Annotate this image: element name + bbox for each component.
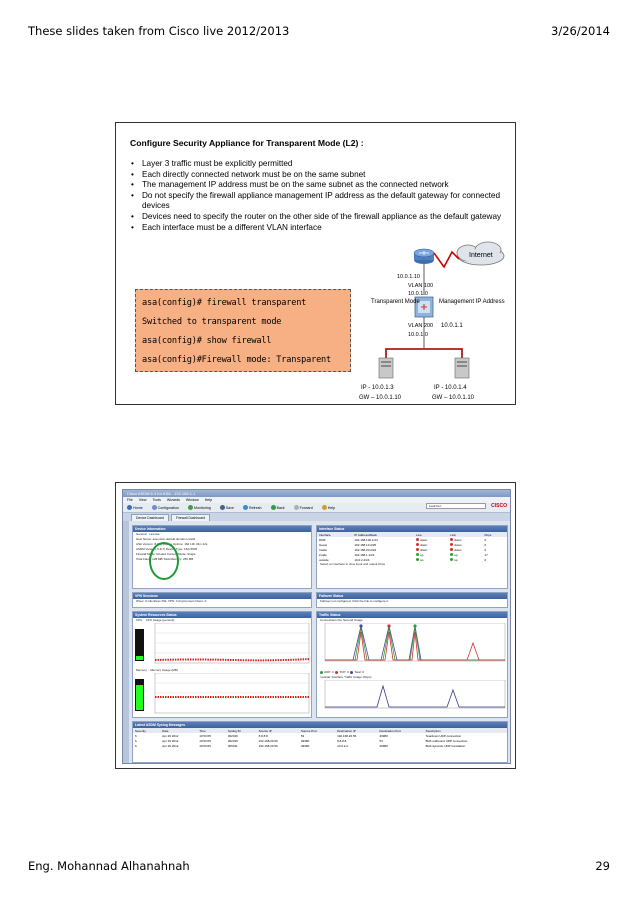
column-header: Line <box>414 532 448 537</box>
cli-line: asa(config)#Firewall mode: Transparent <box>142 355 332 365</box>
panel-title: Device Information <box>133 526 311 532</box>
memory-usage-label: Memory Usage (MB) <box>150 668 178 672</box>
column-header: Kbps <box>483 532 507 537</box>
panel-title: Failover Status <box>317 593 507 599</box>
menu-view[interactable]: View <box>138 498 147 502</box>
line-value: down <box>420 537 428 542</box>
interface-cell: DMZ <box>319 537 326 542</box>
description-cell: Built outbound UDP connection <box>425 738 468 743</box>
vlan200-net: 10.0.1.0 <box>408 332 428 338</box>
column-header: Time <box>197 728 226 733</box>
bullet-item: • Do not specify the firewall appliance management IP address as the default gateway for connected devices <box>130 191 515 212</box>
host-right-ip: IP - 10.0.1.4 <box>434 385 467 391</box>
link-value: up <box>454 557 458 562</box>
interface-footer: Select an interface to view input and output Kbps <box>320 562 386 566</box>
asdm-window <box>122 489 511 764</box>
configuration-button[interactable] <box>152 503 179 513</box>
configuration-icon <box>152 505 157 510</box>
destination-ip-cell: 10.0.2.2 <box>337 743 348 748</box>
page-footer-author: Eng. Mohannad Alhanahnah <box>28 859 190 873</box>
failover-row: Failover not configured. Click the link to configure it. <box>320 599 389 603</box>
menu-wizards[interactable]: Wizards <box>166 498 180 502</box>
interface-cell: Inside <box>319 547 328 552</box>
back-icon <box>271 505 276 510</box>
home-label: Home <box>133 505 143 510</box>
cpu-usage-label: CPU Usage (percent) <box>145 618 175 622</box>
syslog-table <box>133 728 507 748</box>
page-header-title: These slides taken from Cisco live 2012/2013 <box>28 24 290 38</box>
interface-table <box>317 532 507 562</box>
ip-cell: 192.168.1.1/24 <box>354 552 375 557</box>
status-up-icon <box>416 558 419 561</box>
link-value: down <box>454 537 462 542</box>
host-left-ip: IP - 10.0.1.3 <box>361 385 394 391</box>
menu-file[interactable]: File <box>127 498 133 502</box>
traffic-status-panel <box>316 611 508 718</box>
severity-cell: 6 <box>135 738 137 743</box>
failover-status-panel <box>316 592 508 608</box>
syslog-id-cell: 305011 <box>227 743 238 748</box>
vlan100-net: 10.0.1.0 <box>408 291 428 297</box>
device-info-row: Host Name: asa.cisco.default.domain.invalid <box>136 537 196 541</box>
transparent-mode-label: Transparent Mode <box>371 299 420 305</box>
bullet-item: • Layer 3 traffic must be explicitly permitted <box>130 159 515 170</box>
severity-cell: 6 <box>135 743 137 748</box>
cli-line: asa(config)# firewall transparent <box>142 298 307 308</box>
ip-cell: 192.168.10.2/25 <box>354 542 377 547</box>
legend-udp: UDP: 0 <box>324 670 334 674</box>
panel-title: Latest ASDM Syslog Messages <box>133 722 507 728</box>
legend-tcp-icon <box>335 671 338 674</box>
device-info-row: Firewall Mode: Routed Context Mode: Single <box>136 552 196 556</box>
vpn-sessions-panel <box>132 592 312 608</box>
kbps-cell: 0 <box>484 547 487 552</box>
column-header: Date <box>160 728 197 733</box>
link-value: down <box>454 547 462 552</box>
legend-udp-icon <box>320 671 323 674</box>
line-value: down <box>420 542 428 547</box>
kbps-cell: 0 <box>484 557 487 562</box>
help-button[interactable] <box>322 503 335 513</box>
date-cell: Apr 29 2012 <box>162 743 179 748</box>
help-icon <box>322 505 327 510</box>
status-down-icon <box>416 543 419 546</box>
management-ip-label: Management IP Address <box>439 299 505 305</box>
host-left-gw: GW – 10.0.1.10 <box>359 395 402 401</box>
slide-asdm-screenshot <box>115 482 516 769</box>
refresh-icon <box>243 505 248 510</box>
interface-traffic-chart <box>317 680 507 710</box>
status-down-icon <box>416 548 419 551</box>
panel-title: Interface Status <box>317 526 507 532</box>
back-label: Back <box>276 505 285 510</box>
description-cell: Built dynamic UDP translation <box>425 743 466 748</box>
column-header: Description <box>424 728 507 733</box>
time-cell: 10:53:05 <box>199 738 211 743</box>
network-diagram <box>116 123 516 405</box>
device-information-panel <box>132 525 312 589</box>
destination-port-cell: 49980 <box>379 743 388 748</box>
cpu-gauge-fill <box>136 656 143 660</box>
chart-point <box>387 624 390 627</box>
back-button[interactable] <box>271 503 285 513</box>
page-header-date: 3/26/2014 <box>551 24 610 38</box>
legend-tcp: TCP: 0 <box>339 670 349 674</box>
refresh-label: Refresh <box>248 505 262 510</box>
memory-gauge-fill <box>136 685 143 710</box>
device-info-row: Total Flash: 128 MB Total Memory: 256 MB <box>136 557 194 561</box>
interface-traffic-label: 'outside' Interface Traffic Usage (Kbps) <box>320 675 372 679</box>
source-ip-cell: 192.168.20.56 <box>258 743 278 748</box>
interface-cell: outside <box>319 557 329 562</box>
status-down-icon <box>450 543 453 546</box>
interface-cell: Guest <box>319 542 328 547</box>
home-icon <box>127 505 132 510</box>
tab-license[interactable]: License <box>149 532 160 536</box>
column-header: Destination IP <box>335 728 377 733</box>
vpn-sessions-row: IPsec: 0 Clientless SSL VPN: 0 AnyConnect Client: 0 <box>136 599 207 603</box>
kbps-cell: 0 <box>484 542 487 547</box>
save-button[interactable] <box>220 503 234 513</box>
internet-label: Internet <box>469 252 493 259</box>
slide-title: Configure Security Appliance for Transparent Mode (L2) : <box>130 138 364 148</box>
monitoring-button[interactable] <box>188 503 211 513</box>
interface-cell: inside <box>319 552 327 557</box>
bullet-item: • The management IP address must be on the same subnet as the connected network <box>130 180 515 191</box>
bullet-item: • Devices need to specify the router on the other side of the firewall appliance as the default gateway <box>130 212 515 223</box>
tab-device-dashboard[interactable]: Device Dashboard <box>131 514 169 521</box>
bullet-item: • Each interface must be a different VLAN interface <box>130 223 515 234</box>
connections-chart <box>317 623 507 669</box>
host-right-gw: GW – 10.0.1.10 <box>432 395 475 401</box>
panel-title: VPN Sessions <box>133 593 311 599</box>
forward-label: Forward <box>299 505 313 510</box>
dashboard-tabs <box>123 513 510 521</box>
source-ip-cell: 8.8.8.8 <box>258 733 268 738</box>
description-cell: Teardown UDP connection <box>425 733 462 738</box>
lan-segment <box>386 349 462 377</box>
server-icon <box>455 358 469 378</box>
legend-total: Total: 0 <box>354 670 365 674</box>
syslog-panel <box>132 721 508 763</box>
legend-total-icon <box>350 671 353 674</box>
panel-title: Traffic Status <box>317 612 507 618</box>
monitoring-icon <box>188 505 193 510</box>
interface-status-panel <box>316 525 508 589</box>
column-header: Link <box>448 532 482 537</box>
vlan200-label: VLAN 200 <box>408 323 434 329</box>
memory-usage-chart <box>133 673 311 717</box>
save-label: Save <box>225 505 234 510</box>
status-down-icon <box>450 548 453 551</box>
menu-tools[interactable]: Tools <box>152 498 161 502</box>
server-icon <box>379 358 393 378</box>
link-value: up <box>454 552 458 557</box>
menu-window[interactable]: Window <box>185 498 199 502</box>
management-ip: 10.0.1.1 <box>441 323 463 329</box>
source-port-cell: 49980 <box>300 738 310 743</box>
destination-ip-cell: 192.168.20.56 <box>337 733 357 738</box>
cli-line: Switched to transparent mode <box>142 317 282 327</box>
kbps-cell: 17 <box>484 552 488 557</box>
forward-button[interactable] <box>294 503 313 513</box>
table-row[interactable] <box>133 743 507 748</box>
help-label: Help <box>327 505 336 510</box>
status-up-icon <box>450 558 453 561</box>
bullet-item: • Each directly connected network must be on the same subnet <box>130 170 515 181</box>
system-resources-panel <box>132 611 312 718</box>
interface-traffic-plot-area <box>325 680 505 708</box>
destination-port-cell: 53 <box>379 738 383 743</box>
status-down-icon <box>416 538 419 541</box>
column-header: Destination Port <box>377 728 423 733</box>
panel-title: System Resources Status <box>133 612 311 618</box>
column-header: Severity <box>133 728 160 733</box>
column-header: Source IP <box>257 728 299 733</box>
wan-link <box>434 252 459 267</box>
link-value: down <box>454 542 462 547</box>
cpu-usage-chart <box>133 623 311 667</box>
ip-cell: 10.0.2.2/24 <box>354 557 370 562</box>
severity-cell: 6 <box>135 733 137 738</box>
source-port-cell: 49980 <box>300 743 310 748</box>
connections-label: Connections Per Second Usage <box>320 618 363 622</box>
source-port-cell: 53 <box>300 733 305 738</box>
tab-firewall-dashboard[interactable]: Firewall Dashboard <box>171 514 210 521</box>
ip-cell: 192.168.20.2/24 <box>354 547 377 552</box>
time-cell: 10:53:05 <box>199 733 211 738</box>
cpu-label: CPU <box>136 618 143 622</box>
status-up-icon <box>450 553 453 556</box>
memory-label: Memory <box>136 668 147 672</box>
highlight-circle <box>149 542 179 580</box>
refresh-button[interactable] <box>243 503 262 513</box>
line-value: up <box>420 557 424 562</box>
tab-general[interactable]: General <box>136 532 147 536</box>
chart-point <box>413 624 416 627</box>
home-button[interactable] <box>127 503 143 513</box>
device-info-row: ASA Version: 8.4(3) Device Uptime: 16d 13h 43m 12s <box>136 542 208 546</box>
forward-icon <box>294 505 299 510</box>
source-ip-cell: 192.168.20.56 <box>258 738 278 743</box>
slide-transparent-mode <box>115 122 516 405</box>
router-ip: 10.0.1.10 <box>397 274 420 280</box>
date-cell: Apr 29 2012 <box>162 738 179 743</box>
kbps-cell: 0 <box>484 537 487 542</box>
router-icon <box>414 249 434 264</box>
column-header: IP Address/Mask <box>352 532 414 537</box>
status-up-icon <box>416 553 419 556</box>
line-value: down <box>420 547 428 552</box>
window-title: Cisco ASDM 6.4 for ASA - 192.168.1.1 <box>123 490 510 497</box>
syslog-id-cell: 302016 <box>227 733 238 738</box>
cisco-logo: CISCO <box>491 503 507 509</box>
monitoring-label: Monitoring <box>193 505 211 510</box>
column-header: Syslog ID <box>226 728 257 733</box>
column-header: Interface <box>317 532 352 537</box>
destination-port-cell: 49980 <box>379 733 388 738</box>
menu-help[interactable]: Help <box>204 498 213 502</box>
page-number: 29 <box>595 859 610 873</box>
destination-ip-cell: 8.8.8.8 <box>337 738 347 743</box>
vlan100-label: VLAN 100 <box>408 283 434 289</box>
search-input[interactable]: Look For: <box>426 503 486 509</box>
save-icon <box>220 505 225 510</box>
configuration-label: Configuration <box>157 505 179 510</box>
column-header: Source Port <box>299 728 335 733</box>
device-list-strip[interactable] <box>123 521 129 764</box>
cli-line: asa(config)# show firewall <box>142 336 272 346</box>
date-cell: Apr 29 2012 <box>162 733 179 738</box>
chart-point <box>359 624 362 627</box>
status-down-icon <box>450 538 453 541</box>
syslog-id-cell: 302015 <box>227 738 238 743</box>
time-cell: 10:53:05 <box>199 743 211 748</box>
device-info-row: ASDM Version: 6.4(7) Device Type: ASA 5505 <box>136 547 198 551</box>
line-value: up <box>420 552 424 557</box>
ip-cell: 192.168.100.1/24 <box>354 537 378 542</box>
